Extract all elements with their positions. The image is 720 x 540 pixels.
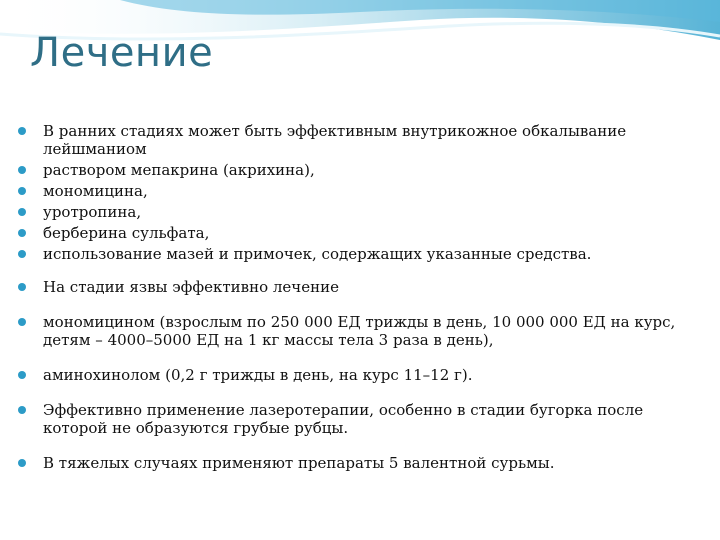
list-item: В тяжелых случаях применяют препараты 5 валентной сурьмы. xyxy=(18,454,680,472)
list-item: мономицина, xyxy=(18,182,680,200)
list-item: В ранних стадиях может быть эффективным внутрикожное обкалывание лейшманиом xyxy=(18,122,680,158)
list-item: берберина сульфата, xyxy=(18,224,680,242)
bullet-list-early-stages xyxy=(18,122,680,263)
slide-title: Лечение xyxy=(30,30,214,76)
list-item: На стадии язвы эффективно лечение xyxy=(18,278,680,296)
list-item: аминохинолом (0,2 г трижды в день, на курс 11–12 г). xyxy=(18,366,680,384)
list-item: раствором мепакрина (акрихина), xyxy=(18,161,680,179)
list-item: мономицином (взрослым по 250 000 ЕД трижды в день, 10 000 000 ЕД на курс, детям – 4000–5000 ЕД на 1 кг массы тела 3 раза в день), xyxy=(18,313,680,349)
bullet-list-ulcer-stage xyxy=(18,278,680,472)
slide-content xyxy=(18,122,680,472)
list-item: использование мазей и примочек, содержащих указанные средства. xyxy=(18,245,680,263)
list-item: Эффективно применение лазеротерапии, особенно в стадии бугорка после которой не образуются грубые рубцы. xyxy=(18,401,680,437)
list-item: уротропина, xyxy=(18,203,680,221)
